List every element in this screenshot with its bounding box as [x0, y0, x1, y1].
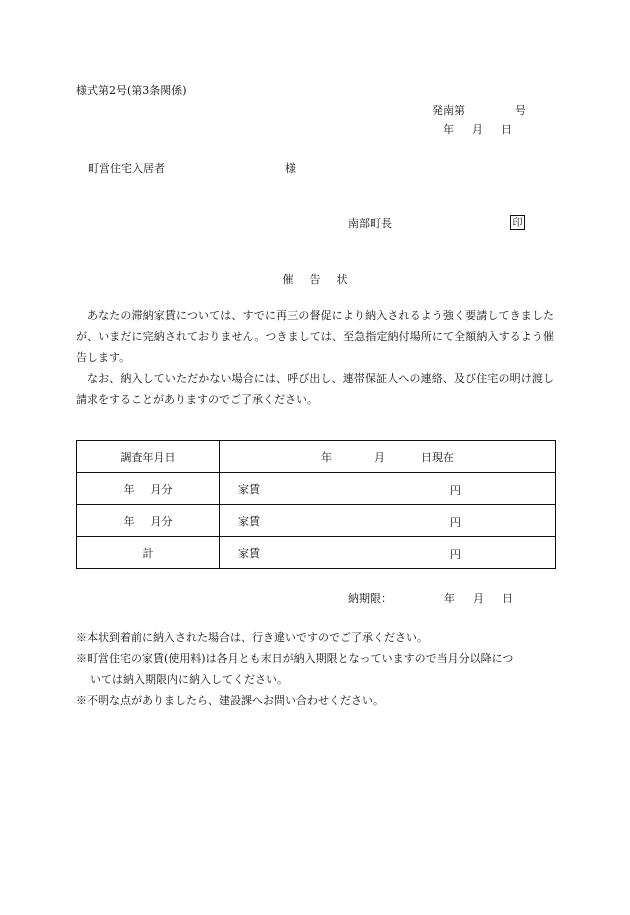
yen-unit: 円 [450, 484, 461, 497]
survey-date-label: 調査年月日 [77, 441, 220, 473]
recipient-line [88, 162, 296, 176]
deadline-label: 納期限： [348, 592, 392, 605]
body-text [76, 305, 554, 410]
issue-number [432, 104, 526, 118]
issue-date-month: 月 [472, 123, 483, 136]
table-row [77, 505, 556, 537]
body-paragraph-1: あなたの滞納家賃については、すでに再三の督促により納入されるよう強く要請してきましたが、いまだに完納されておりません。つきましては、至急指定納付場所にて全額納入するよう催告します。 [76, 309, 554, 364]
rent-cell [220, 473, 556, 505]
recipient-label: 町営住宅入居者 [88, 162, 165, 175]
note-item-continuation: いては納入期限内に納入してください。 [90, 673, 288, 686]
deadline-year: 年 [444, 592, 455, 605]
issue-suffix: 号 [515, 104, 526, 117]
arrears-table [76, 440, 556, 569]
note-item: ※本状到着前に納入された場合は、行き違いですのでご了承ください。 [76, 631, 428, 644]
rent-cell [220, 537, 556, 569]
deadline-month: 月 [473, 592, 484, 605]
issue-date-year: 年 [443, 123, 454, 136]
survey-date-value [220, 441, 556, 473]
note-item: ※不明な点がありましたら、建設課へお問い合わせください。 [76, 694, 384, 707]
total-label: 計 [77, 537, 220, 569]
period-cell [77, 473, 220, 505]
period-year: 年 [123, 514, 135, 528]
period-cell [77, 505, 220, 537]
table-total-row [77, 537, 556, 569]
survey-year: 年 [321, 450, 332, 464]
survey-day-now: 日現在 [421, 450, 454, 464]
seal-stamp: 印 [510, 215, 525, 230]
period-month: 月分 [150, 514, 173, 528]
survey-month: 月 [374, 450, 385, 464]
period-year: 年 [123, 482, 135, 496]
rent-cell [220, 505, 556, 537]
yen-unit: 円 [450, 548, 461, 561]
yen-unit: 円 [450, 516, 461, 529]
form-number-label: 様式第2号(第3条関係) [76, 84, 187, 97]
table-row [77, 473, 556, 505]
table-header-row [77, 441, 556, 473]
period-month: 月分 [150, 482, 173, 496]
note-item: ※町営住宅の家賃(使用料)は各月とも末日が納入期限となっていますので当月分以降につ [76, 652, 514, 665]
rent-label: 家賃 [238, 514, 260, 528]
deadline-day: 日 [502, 592, 513, 605]
body-paragraph-2: なお、納入していただかない場合には、呼び出し、連帯保証人への連絡、及び住宅の明け渡し請求をすることがありますのでご了承ください。 [76, 372, 554, 406]
payment-deadline [348, 592, 513, 606]
sender-name: 南部町長 [348, 217, 392, 230]
issue-date [443, 123, 512, 137]
recipient-honorific: 様 [285, 162, 296, 175]
notes-section [76, 627, 556, 711]
rent-label: 家賃 [238, 546, 260, 560]
issue-prefix: 発南第 [432, 104, 465, 117]
rent-label: 家賃 [238, 482, 260, 496]
issue-date-day: 日 [501, 123, 512, 136]
document-title: 催告状 [282, 273, 364, 286]
